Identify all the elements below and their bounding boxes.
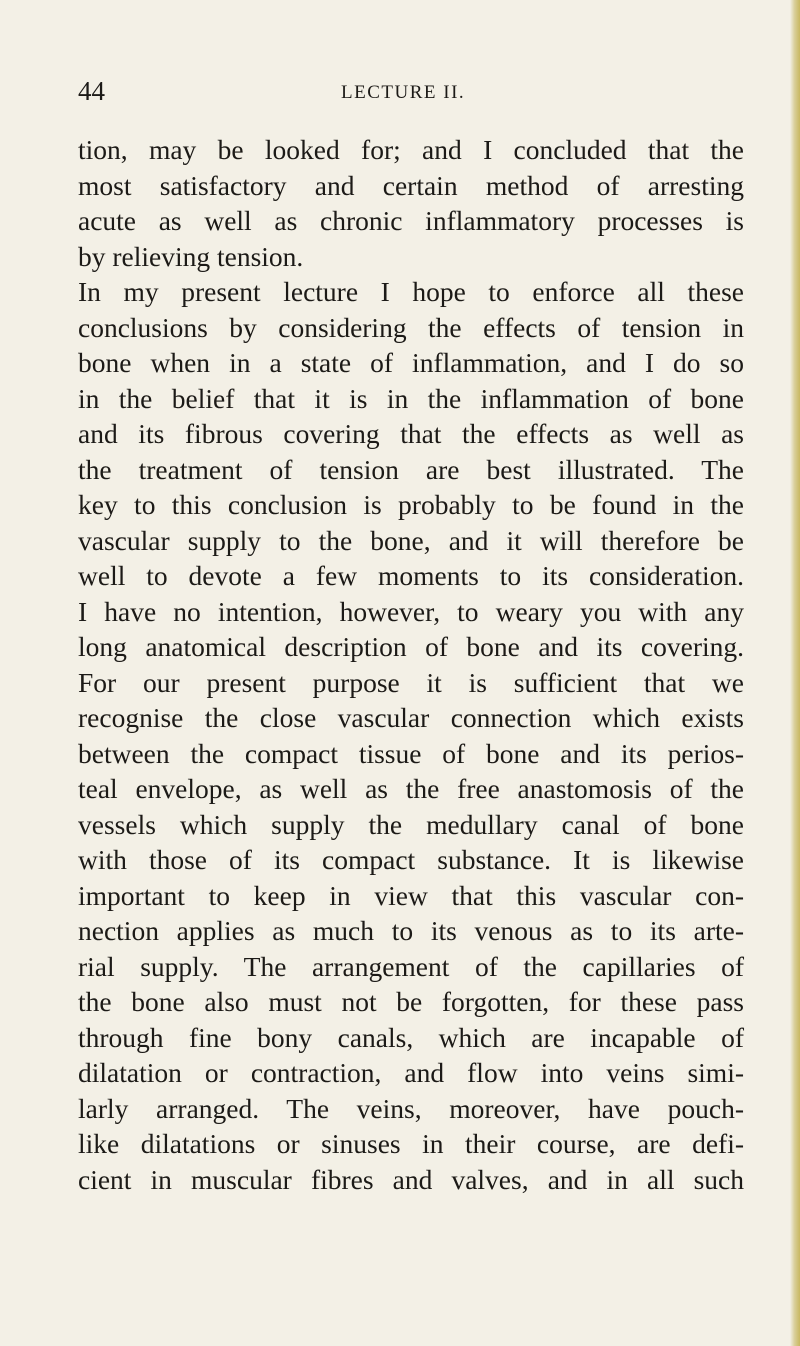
text-line: with those of its compact substance. It is likewise xyxy=(78,844,744,875)
text-line: nection applies as much to its venous as to its arte- xyxy=(78,915,744,946)
text-line: well to devote a few moments to its consideration. xyxy=(78,560,744,591)
page-edge xyxy=(790,0,800,1346)
text-line: long anatomical description of bone and its covering. xyxy=(78,631,744,662)
text-line: in the belief that it is in the inflammation of bone xyxy=(78,382,744,414)
text-line: important to keep in view that this vascular con- xyxy=(78,879,744,911)
text-line: teal envelope, as well as the free anastomosis of the xyxy=(78,773,744,804)
text-line: vascular supply to the bone, and it will therefore be xyxy=(78,524,744,556)
page-header xyxy=(78,76,728,106)
text-line: and its fibrous covering that the effects as well as xyxy=(78,418,744,449)
text-line: the treatment of tension are best illustrated. The xyxy=(78,453,744,485)
text-line: conclusions by considering the effects of tension in xyxy=(78,311,744,343)
text-line: like dilatations or sinuses in their course, are defi- xyxy=(78,1128,744,1159)
text-line: vessels which supply the medullary canal of bone xyxy=(78,808,744,840)
page-number: 44 xyxy=(78,76,105,106)
running-head: LECTURE II. xyxy=(341,82,466,103)
text-line: dilatation or contraction, and flow into veins simi- xyxy=(78,1057,744,1088)
text-line: tion, may be looked for; and I concluded that the xyxy=(78,134,744,165)
text-line: In my present lecture I hope to enforce all these xyxy=(78,276,744,307)
text-line: rial supply. The arrangement of the capillaries of xyxy=(78,950,744,982)
text-line: I have no intention, however, to weary you with any xyxy=(78,595,744,627)
text-line: most satisfactory and certain method of arresting xyxy=(78,169,744,201)
text-line: bone when in a state of inflammation, and I do so xyxy=(78,347,744,378)
body-text xyxy=(78,132,744,1197)
text-line: acute as well as chronic inflammatory processes is xyxy=(78,205,744,236)
text-line: For our present purpose it is sufficient that we xyxy=(78,666,744,698)
text-line: key to this conclusion is probably to be found in the xyxy=(78,489,744,520)
text-line: between the compact tissue of bone and its perios- xyxy=(78,737,744,769)
text-line: recognise the close vascular connection which exists xyxy=(78,702,744,733)
text-line: larly arranged. The veins, moreover, have pouch- xyxy=(78,1092,744,1124)
text-line: through fine bony canals, which are incapable of xyxy=(78,1021,744,1053)
text-line: cient in muscular fibres and valves, and in all such xyxy=(78,1163,744,1195)
text-line: the bone also must not be forgotten, for these pass xyxy=(78,986,744,1017)
text-line: by relieving tension. xyxy=(78,240,304,272)
